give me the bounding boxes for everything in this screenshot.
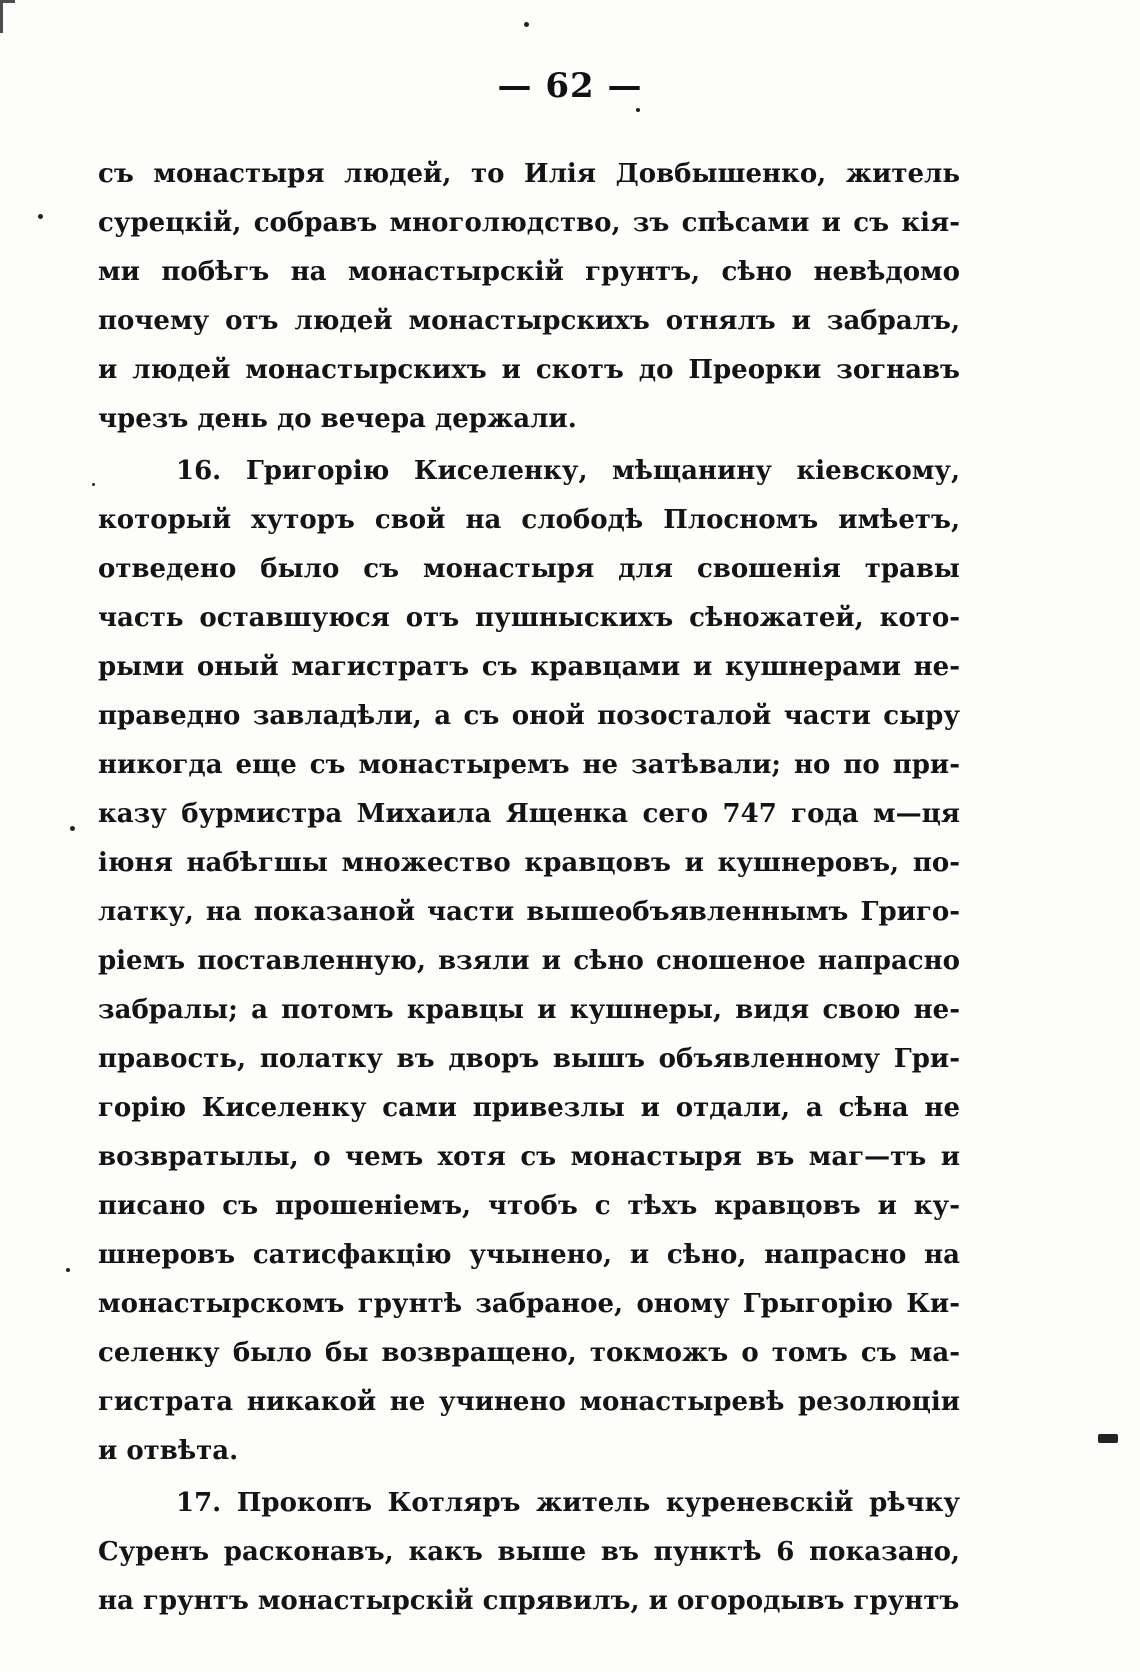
text-line: часть оставшуюся отъ пушныскихъ сѣножатей, кото- xyxy=(98,603,960,633)
paragraph-17 xyxy=(98,1479,960,1626)
scan-speck xyxy=(524,22,529,27)
scan-corner-mark xyxy=(0,0,15,33)
text-line: правость, полатку въ дворъ вышъ объявленному Гри- xyxy=(98,1044,960,1074)
text-line: сурецкій, собравъ многолюдство, зъ спѣсами и съ кія- xyxy=(98,208,960,238)
text-line: почему отъ людей монастырскихъ отнялъ и забралъ, xyxy=(98,306,960,336)
text-line: казу бурмистра Михаила Ященка сего 747 года м—ця xyxy=(98,799,960,829)
text-line: гистрата никакой не учинено монастыревѣ резолюціи xyxy=(98,1387,960,1417)
text-line: рыми оный магистратъ съ кравцами и кушнерами не- xyxy=(98,652,960,682)
paragraph-16 xyxy=(98,447,960,1476)
body-text xyxy=(98,150,960,1626)
text-line: никогда еще съ монастыремъ не затѣвали; но по при- xyxy=(98,750,960,780)
text-line: чрезъ день до вечера держали. xyxy=(98,404,577,434)
page-number: — 62 — xyxy=(497,66,643,106)
text-line: горію Киселенку сами привезлы и отдали, а сѣна не xyxy=(98,1093,960,1123)
scan-speck xyxy=(70,826,75,831)
text-line: праведно завладѣли, а съ оной позосталой части сыру xyxy=(98,701,960,731)
text-line: на грунтъ монастырскій спрявилъ, и огородывъ грунтъ xyxy=(98,1586,960,1616)
paragraph-continuation xyxy=(98,150,960,444)
text-line: 17. Прокопъ Котляръ житель куреневскій рѣчку xyxy=(176,1488,960,1518)
scan-speck xyxy=(636,108,640,112)
text-line: который хуторъ свой на слободѣ Плосномъ имѣетъ, xyxy=(98,505,960,535)
text-line: латку, на показаной части вышеобъявленнымъ Григо- xyxy=(98,897,960,927)
scan-speck xyxy=(38,214,43,219)
text-line: забралы; а потомъ кравцы и кушнеры, видя свою не- xyxy=(98,995,960,1025)
text-line: шнеровъ сатисфакцію учынено, и сѣно, напрасно на xyxy=(98,1240,960,1270)
text-line: ми побѣгъ на монастырскій грунтъ, сѣно невѣдомо xyxy=(98,257,960,287)
text-line: и людей монастырскихъ и скотъ до Преорки зогнавъ xyxy=(98,355,960,385)
text-line: іюня набѣгшы множество кравцовъ и кушнеровъ, по- xyxy=(98,848,960,878)
text-line: 16. Григорію Киселенку, мѣщанину кіевскому, xyxy=(176,456,960,486)
text-line: возвратылы, о чемъ хотя съ монастыря въ маг—тъ и xyxy=(98,1142,960,1172)
text-line: селенку было бы возвращено, токможъ о томъ съ ма- xyxy=(98,1338,960,1368)
text-line: монастырскомъ грунтѣ забраное, оному Грыгорію Ки- xyxy=(98,1289,960,1319)
text-line: отведено было съ монастыря для свошенія травы xyxy=(98,554,960,584)
text-line: и отвѣта. xyxy=(98,1436,239,1466)
scan-speck xyxy=(66,1268,70,1272)
scan-edge-mark xyxy=(1098,1434,1118,1443)
scan-speck xyxy=(92,483,95,486)
text-line: съ монастыря людей, то Илія Довбышенко, житель xyxy=(98,159,960,189)
text-line: писано съ прошеніемъ, чтобъ с тѣхъ кравцовъ и ку- xyxy=(98,1191,960,1221)
text-line: Суренъ расконавъ, какъ выше въ пунктѣ 6 показано, xyxy=(98,1537,960,1567)
text-line: ріемъ поставленную, взяли и сѣно сношеное напрасно xyxy=(98,946,960,976)
